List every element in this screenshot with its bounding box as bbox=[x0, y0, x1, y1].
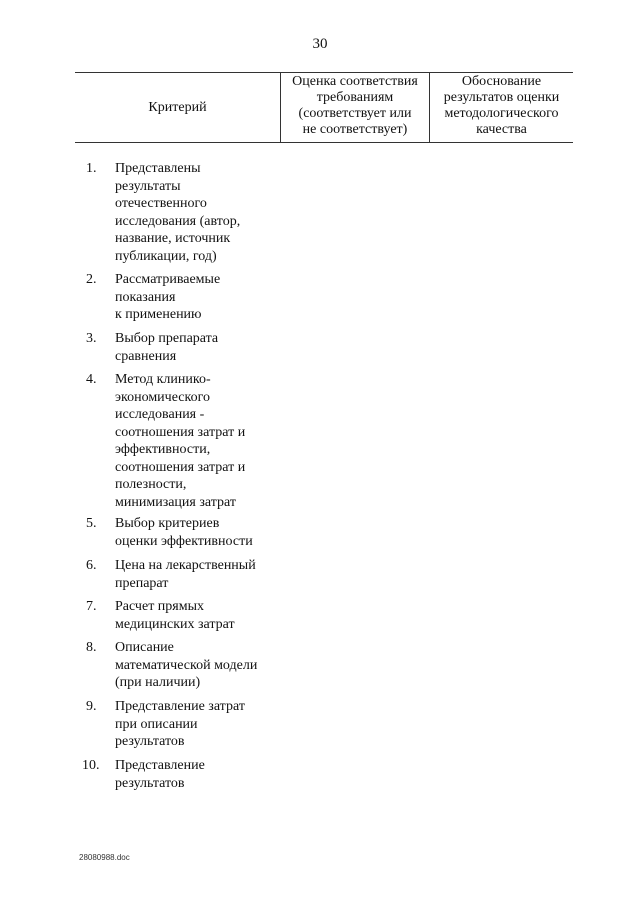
row-number: 2. bbox=[86, 272, 97, 287]
criterion-text: Выбор препарата сравнения bbox=[115, 331, 219, 364]
row-number: 10. bbox=[82, 758, 100, 773]
row-number: 8. bbox=[86, 640, 97, 655]
criterion-text: Представление результатов bbox=[115, 758, 205, 791]
row-number: 6. bbox=[86, 558, 97, 573]
row-number: 1. bbox=[86, 161, 97, 176]
header-quality-justification: Обоснование результатов оценки методологического качества bbox=[443, 74, 560, 137]
row-number: 9. bbox=[86, 699, 97, 714]
criterion-text: Рассматриваемые показания к применению bbox=[115, 272, 221, 322]
criterion-text: Выбор критериев оценки эффективности bbox=[115, 516, 253, 549]
criterion-text: Представление затрат при описании результатов bbox=[115, 699, 245, 749]
criterion-text: Расчет прямых медицинских затрат bbox=[115, 599, 235, 632]
criterion-text: Представлены результаты отечественного исследования (автор, название, источник публикации, год) bbox=[115, 161, 241, 264]
row-number: 4. bbox=[86, 372, 97, 387]
row-number: 7. bbox=[86, 599, 97, 614]
table-header-bottom-rule bbox=[75, 142, 573, 143]
table-top-rule bbox=[75, 72, 573, 73]
criterion-text: Цена на лекарственный препарат bbox=[115, 558, 256, 591]
criterion-text: Описание математической модели (при наличии) bbox=[115, 640, 258, 690]
document-filename: 28080988.doc bbox=[79, 853, 130, 862]
page-number: 30 bbox=[312, 36, 328, 52]
header-compliance-assessment: Оценка соответствия требованиям (соответствует или не соответствует) bbox=[292, 74, 418, 137]
header-criterion: Критерий bbox=[148, 100, 207, 115]
row-number: 5. bbox=[86, 516, 97, 531]
row-number: 3. bbox=[86, 331, 97, 346]
criterion-text: Метод клинико- экономического исследования - соотношения затрат и эффективности, соотношения затрат и полезности, минимизация затрат bbox=[115, 372, 246, 510]
